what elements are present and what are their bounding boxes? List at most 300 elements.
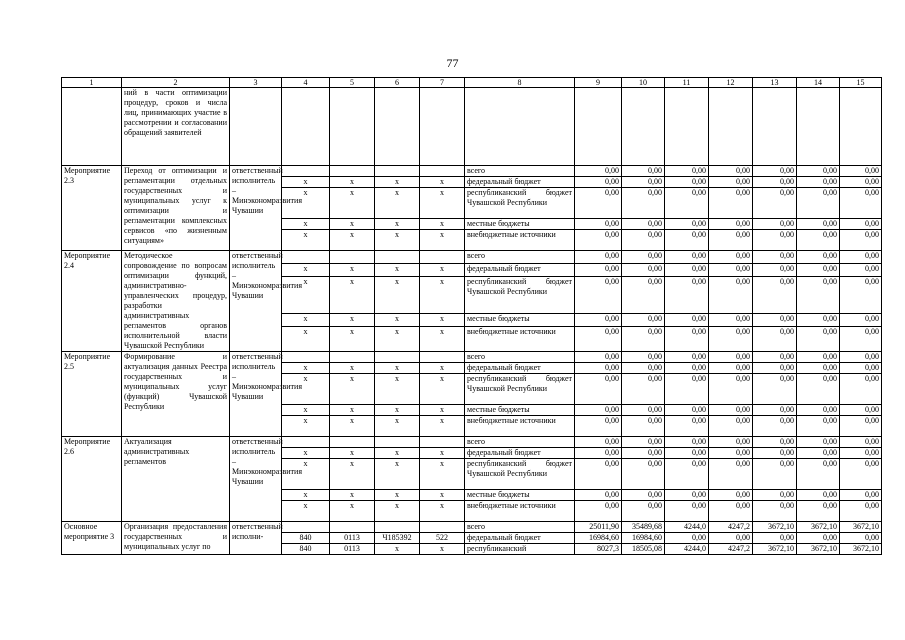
amount-cell: 0,00 bbox=[753, 501, 797, 522]
amount-cell: 0,00 bbox=[797, 251, 840, 264]
amount-cell: 0,00 bbox=[575, 501, 622, 522]
amount-cell: 0,00 bbox=[753, 166, 797, 177]
code-cell: x bbox=[375, 264, 420, 277]
column-header: 13 bbox=[753, 78, 797, 88]
code-cell: x bbox=[282, 327, 330, 352]
code-cell: 840 bbox=[282, 533, 330, 544]
code-cell: x bbox=[282, 363, 330, 374]
code-cell: x bbox=[375, 459, 420, 490]
code-cell: x bbox=[330, 264, 375, 277]
code-cell: x bbox=[420, 459, 465, 490]
code-cell bbox=[375, 437, 420, 448]
amount-cell: 0,00 bbox=[575, 448, 622, 459]
amount-cell: 0,00 bbox=[797, 405, 840, 416]
column-header: 14 bbox=[797, 78, 840, 88]
code-cell bbox=[420, 352, 465, 363]
table-row bbox=[62, 352, 882, 363]
amount-cell: 0,00 bbox=[665, 230, 709, 251]
amount-cell: 0,00 bbox=[840, 490, 882, 501]
amount-cell: 0,00 bbox=[709, 251, 753, 264]
continuation-row bbox=[62, 88, 882, 166]
amount-cell: 0,00 bbox=[797, 327, 840, 352]
amount-cell: 0,00 bbox=[622, 437, 665, 448]
table-cell bbox=[465, 88, 575, 166]
amount-cell: 0,00 bbox=[840, 188, 882, 219]
amount-cell: 0,00 bbox=[575, 219, 622, 230]
code-cell: x bbox=[282, 219, 330, 230]
responsible-executor: ответственный исполнитель – Минэкономразвития Чувашии bbox=[230, 437, 282, 522]
amount-cell: 0,00 bbox=[665, 264, 709, 277]
code-cell: x bbox=[330, 327, 375, 352]
amount-cell: 0,00 bbox=[797, 277, 840, 314]
amount-cell: 0,00 bbox=[709, 459, 753, 490]
amount-cell: 0,00 bbox=[575, 177, 622, 188]
code-cell bbox=[282, 352, 330, 363]
amount-cell: 0,00 bbox=[753, 459, 797, 490]
event-name: ний в части оптимизации процедур, сроков и числа лиц, принимающих участие в рассмотрении и согласовании обращений заявителей bbox=[122, 88, 230, 166]
code-cell: x bbox=[330, 448, 375, 459]
amount-cell: 3672,10 bbox=[840, 544, 882, 555]
code-cell: x bbox=[420, 313, 465, 326]
event-code: Основное мероприятие 3 bbox=[62, 522, 122, 555]
table-cell bbox=[709, 88, 753, 166]
amount-cell: 0,00 bbox=[575, 251, 622, 264]
funding-source: внебюджетные источники bbox=[465, 327, 575, 352]
amount-cell: 0,00 bbox=[840, 363, 882, 374]
event-code: Мероприятие 2.4 bbox=[62, 251, 122, 352]
amount-cell: 0,00 bbox=[797, 363, 840, 374]
funding-source: республиканский бюджет Чувашской Республики bbox=[465, 459, 575, 490]
column-header: 7 bbox=[420, 78, 465, 88]
code-cell: x bbox=[330, 416, 375, 437]
amount-cell: 0,00 bbox=[797, 437, 840, 448]
amount-cell: 0,00 bbox=[709, 230, 753, 251]
column-header: 6 bbox=[375, 78, 420, 88]
amount-cell: 0,00 bbox=[797, 188, 840, 219]
column-header: 10 bbox=[622, 78, 665, 88]
amount-cell: 0,00 bbox=[753, 219, 797, 230]
code-cell: x bbox=[420, 416, 465, 437]
amount-cell: 0,00 bbox=[840, 459, 882, 490]
code-cell bbox=[420, 522, 465, 533]
amount-cell: 0,00 bbox=[575, 363, 622, 374]
amount-cell: 0,00 bbox=[575, 459, 622, 490]
code-cell: x bbox=[420, 230, 465, 251]
amount-cell: 0,00 bbox=[753, 437, 797, 448]
code-cell bbox=[330, 352, 375, 363]
amount-cell: 3672,10 bbox=[840, 522, 882, 533]
table-row bbox=[62, 437, 882, 448]
code-cell bbox=[420, 166, 465, 177]
amount-cell: 3672,10 bbox=[797, 522, 840, 533]
amount-cell: 0,00 bbox=[797, 230, 840, 251]
code-cell: x bbox=[330, 405, 375, 416]
table-cell bbox=[575, 88, 622, 166]
amount-cell: 0,00 bbox=[840, 437, 882, 448]
amount-cell: 0,00 bbox=[840, 230, 882, 251]
amount-cell: 0,00 bbox=[709, 177, 753, 188]
code-cell: x bbox=[282, 448, 330, 459]
amount-cell: 0,00 bbox=[622, 166, 665, 177]
amount-cell: 0,00 bbox=[622, 490, 665, 501]
table-cell bbox=[230, 88, 282, 166]
code-cell: x bbox=[282, 277, 330, 314]
code-cell: x bbox=[375, 277, 420, 314]
amount-cell: 0,00 bbox=[797, 416, 840, 437]
amount-cell: 0,00 bbox=[709, 352, 753, 363]
table-cell bbox=[797, 88, 840, 166]
amount-cell: 0,00 bbox=[622, 177, 665, 188]
code-cell bbox=[330, 522, 375, 533]
amount-cell: 0,00 bbox=[622, 448, 665, 459]
column-header: 2 bbox=[122, 78, 230, 88]
amount-cell: 0,00 bbox=[753, 363, 797, 374]
funding-source: внебюджетные источники bbox=[465, 416, 575, 437]
amount-cell: 0,00 bbox=[840, 533, 882, 544]
amount-cell: 0,00 bbox=[797, 448, 840, 459]
event-code: Мероприятие 2.5 bbox=[62, 352, 122, 437]
code-cell: x bbox=[282, 490, 330, 501]
code-cell: Ч185392 bbox=[375, 533, 420, 544]
amount-cell: 0,00 bbox=[622, 501, 665, 522]
amount-cell: 0,00 bbox=[753, 251, 797, 264]
table-row bbox=[62, 166, 882, 177]
amount-cell: 0,00 bbox=[797, 533, 840, 544]
amount-cell: 0,00 bbox=[709, 327, 753, 352]
code-cell: x bbox=[282, 374, 330, 405]
amount-cell: 0,00 bbox=[797, 352, 840, 363]
amount-cell: 25011,90 bbox=[575, 522, 622, 533]
code-cell: x bbox=[420, 501, 465, 522]
funding-source: местные бюджеты bbox=[465, 219, 575, 230]
amount-cell: 0,00 bbox=[665, 448, 709, 459]
code-cell: x bbox=[375, 416, 420, 437]
amount-cell: 0,00 bbox=[753, 374, 797, 405]
funding-source: федеральный бюджет bbox=[465, 448, 575, 459]
table-cell bbox=[420, 88, 465, 166]
amount-cell: 0,00 bbox=[665, 177, 709, 188]
amount-cell: 0,00 bbox=[575, 313, 622, 326]
code-cell: x bbox=[375, 363, 420, 374]
table-cell bbox=[665, 88, 709, 166]
amount-cell: 0,00 bbox=[840, 327, 882, 352]
amount-cell: 0,00 bbox=[575, 230, 622, 251]
funding-source: внебюджетные источники bbox=[465, 230, 575, 251]
code-cell bbox=[330, 251, 375, 264]
code-cell: x bbox=[375, 405, 420, 416]
amount-cell: 0,00 bbox=[665, 459, 709, 490]
amount-cell: 0,00 bbox=[575, 264, 622, 277]
code-cell: 0113 bbox=[330, 544, 375, 555]
amount-cell: 0,00 bbox=[665, 363, 709, 374]
amount-cell: 0,00 bbox=[797, 374, 840, 405]
amount-cell: 0,00 bbox=[709, 188, 753, 219]
amount-cell: 4247,2 bbox=[709, 544, 753, 555]
amount-cell: 0,00 bbox=[575, 166, 622, 177]
funding-source: федеральный бюджет bbox=[465, 533, 575, 544]
code-cell: x bbox=[330, 374, 375, 405]
amount-cell: 0,00 bbox=[709, 374, 753, 405]
code-cell: x bbox=[282, 405, 330, 416]
column-header: 4 bbox=[282, 78, 330, 88]
code-cell: x bbox=[420, 327, 465, 352]
code-cell bbox=[420, 437, 465, 448]
amount-cell: 0,00 bbox=[797, 166, 840, 177]
funding-source: внебюджетные источники bbox=[465, 501, 575, 522]
funding-source: всего bbox=[465, 437, 575, 448]
funding-source: местные бюджеты bbox=[465, 490, 575, 501]
amount-cell: 0,00 bbox=[840, 501, 882, 522]
code-cell: x bbox=[420, 374, 465, 405]
code-cell: x bbox=[375, 313, 420, 326]
amount-cell: 0,00 bbox=[622, 459, 665, 490]
amount-cell: 0,00 bbox=[622, 405, 665, 416]
table-cell bbox=[840, 88, 882, 166]
code-cell: x bbox=[420, 363, 465, 374]
column-header: 12 bbox=[709, 78, 753, 88]
amount-cell: 0,00 bbox=[665, 327, 709, 352]
column-header: 5 bbox=[330, 78, 375, 88]
amount-cell: 0,00 bbox=[622, 219, 665, 230]
column-header: 8 bbox=[465, 78, 575, 88]
event-name: Методическое сопровождение по вопросам оптимизации функций, административно-управленческих процедур, разработки административных регламентов органов исполнительной власти Чувашской Республики bbox=[122, 251, 230, 352]
funding-source: всего bbox=[465, 522, 575, 533]
funding-source: республиканский бюджет Чувашской Республики bbox=[465, 277, 575, 314]
column-header: 3 bbox=[230, 78, 282, 88]
amount-cell: 0,00 bbox=[797, 313, 840, 326]
amount-cell: 0,00 bbox=[575, 490, 622, 501]
amount-cell: 0,00 bbox=[622, 363, 665, 374]
funding-source: местные бюджеты bbox=[465, 405, 575, 416]
amount-cell: 0,00 bbox=[709, 501, 753, 522]
code-cell: x bbox=[375, 219, 420, 230]
table-row bbox=[62, 522, 882, 533]
amount-cell: 0,00 bbox=[840, 277, 882, 314]
amount-cell: 0,00 bbox=[840, 416, 882, 437]
amount-cell: 0,00 bbox=[709, 219, 753, 230]
code-cell: x bbox=[282, 264, 330, 277]
amount-cell: 0,00 bbox=[665, 501, 709, 522]
amount-cell: 0,00 bbox=[709, 437, 753, 448]
amount-cell: 0,00 bbox=[753, 313, 797, 326]
funding-source: федеральный бюджет bbox=[465, 177, 575, 188]
code-cell bbox=[375, 251, 420, 264]
amount-cell: 0,00 bbox=[665, 374, 709, 405]
code-cell bbox=[282, 522, 330, 533]
amount-cell: 0,00 bbox=[622, 327, 665, 352]
code-cell: x bbox=[330, 490, 375, 501]
code-cell: x bbox=[420, 277, 465, 314]
code-cell: x bbox=[420, 177, 465, 188]
amount-cell: 0,00 bbox=[622, 251, 665, 264]
amount-cell: 0,00 bbox=[753, 277, 797, 314]
amount-cell: 0,00 bbox=[709, 448, 753, 459]
amount-cell: 0,00 bbox=[622, 264, 665, 277]
amount-cell: 0,00 bbox=[665, 405, 709, 416]
amount-cell: 0,00 bbox=[753, 416, 797, 437]
amount-cell: 0,00 bbox=[709, 363, 753, 374]
amount-cell: 0,00 bbox=[665, 437, 709, 448]
amount-cell: 16984,60 bbox=[622, 533, 665, 544]
amount-cell: 0,00 bbox=[840, 352, 882, 363]
code-cell: x bbox=[282, 501, 330, 522]
amount-cell: 0,00 bbox=[622, 188, 665, 219]
amount-cell: 0,00 bbox=[709, 405, 753, 416]
amount-cell: 3672,10 bbox=[753, 544, 797, 555]
amount-cell: 0,00 bbox=[840, 448, 882, 459]
code-cell: 840 bbox=[282, 544, 330, 555]
amount-cell: 0,00 bbox=[665, 188, 709, 219]
code-cell: x bbox=[330, 188, 375, 219]
amount-cell: 0,00 bbox=[840, 374, 882, 405]
amount-cell: 0,00 bbox=[797, 501, 840, 522]
amount-cell: 0,00 bbox=[797, 177, 840, 188]
amount-cell: 0,00 bbox=[665, 352, 709, 363]
funding-source: всего bbox=[465, 166, 575, 177]
code-cell: x bbox=[420, 490, 465, 501]
amount-cell: 16984,60 bbox=[575, 533, 622, 544]
amount-cell: 0,00 bbox=[622, 352, 665, 363]
amount-cell: 0,00 bbox=[575, 437, 622, 448]
funding-source: всего bbox=[465, 352, 575, 363]
code-cell: x bbox=[330, 277, 375, 314]
code-cell: x bbox=[375, 230, 420, 251]
amount-cell: 0,00 bbox=[622, 277, 665, 314]
code-cell: x bbox=[420, 448, 465, 459]
amount-cell: 0,00 bbox=[575, 188, 622, 219]
amount-cell: 0,00 bbox=[575, 405, 622, 416]
amount-cell: 0,00 bbox=[665, 219, 709, 230]
table-row bbox=[62, 251, 882, 264]
code-cell: x bbox=[420, 188, 465, 219]
amount-cell: 0,00 bbox=[840, 219, 882, 230]
amount-cell: 0,00 bbox=[797, 490, 840, 501]
code-cell: x bbox=[330, 230, 375, 251]
code-cell bbox=[282, 251, 330, 264]
amount-cell: 3672,10 bbox=[753, 522, 797, 533]
code-cell: x bbox=[375, 327, 420, 352]
event-name: Организация предоставления государственных и муниципальных услуг по bbox=[122, 522, 230, 555]
amount-cell: 0,00 bbox=[840, 313, 882, 326]
table-cell bbox=[375, 88, 420, 166]
amount-cell: 0,00 bbox=[665, 251, 709, 264]
amount-cell: 0,00 bbox=[840, 251, 882, 264]
table-cell bbox=[282, 88, 330, 166]
funding-source: республиканский bbox=[465, 544, 575, 555]
code-cell: x bbox=[282, 188, 330, 219]
code-cell: x bbox=[330, 177, 375, 188]
amount-cell: 0,00 bbox=[622, 313, 665, 326]
amount-cell: 0,00 bbox=[665, 277, 709, 314]
event-name: Актуализация административных регламентов bbox=[122, 437, 230, 522]
code-cell: x bbox=[282, 177, 330, 188]
amount-cell: 0,00 bbox=[665, 166, 709, 177]
code-cell bbox=[420, 251, 465, 264]
responsible-executor: ответственный исполнитель – Минэкономразвития Чувашии bbox=[230, 166, 282, 251]
code-cell: x bbox=[375, 374, 420, 405]
code-cell: x bbox=[330, 219, 375, 230]
amount-cell: 0,00 bbox=[622, 230, 665, 251]
responsible-executor: ответственный исполнитель – Минэкономразвития Чувашии bbox=[230, 352, 282, 437]
code-cell: 522 bbox=[420, 533, 465, 544]
table-cell bbox=[330, 88, 375, 166]
code-cell: x bbox=[330, 501, 375, 522]
code-cell bbox=[375, 522, 420, 533]
amount-cell: 0,00 bbox=[665, 313, 709, 326]
amount-cell: 0,00 bbox=[575, 277, 622, 314]
amount-cell: 0,00 bbox=[575, 416, 622, 437]
table-cell bbox=[753, 88, 797, 166]
amount-cell: 0,00 bbox=[753, 533, 797, 544]
amount-cell: 0,00 bbox=[665, 533, 709, 544]
amount-cell: 0,00 bbox=[709, 490, 753, 501]
amount-cell: 0,00 bbox=[709, 313, 753, 326]
amount-cell: 0,00 bbox=[797, 219, 840, 230]
amount-cell: 0,00 bbox=[575, 327, 622, 352]
code-cell: x bbox=[420, 219, 465, 230]
code-cell bbox=[282, 166, 330, 177]
amount-cell: 0,00 bbox=[575, 352, 622, 363]
responsible-executor: ответственный исполнитель – Минэкономразвития Чувашии bbox=[230, 251, 282, 352]
column-header: 15 bbox=[840, 78, 882, 88]
code-cell bbox=[375, 352, 420, 363]
amount-cell: 0,00 bbox=[840, 264, 882, 277]
amount-cell: 0,00 bbox=[753, 230, 797, 251]
code-cell: x bbox=[420, 405, 465, 416]
event-code: Мероприятие 2.3 bbox=[62, 166, 122, 251]
code-cell: x bbox=[375, 490, 420, 501]
code-cell: x bbox=[330, 363, 375, 374]
amount-cell: 35489,68 bbox=[622, 522, 665, 533]
amount-cell: 0,00 bbox=[840, 177, 882, 188]
amount-cell: 0,00 bbox=[665, 416, 709, 437]
amount-cell: 0,00 bbox=[622, 416, 665, 437]
code-cell: x bbox=[282, 416, 330, 437]
amount-cell: 0,00 bbox=[709, 166, 753, 177]
amount-cell: 0,00 bbox=[709, 277, 753, 314]
funding-source: местные бюджеты bbox=[465, 313, 575, 326]
code-cell: x bbox=[375, 188, 420, 219]
code-cell: 0113 bbox=[330, 533, 375, 544]
code-cell bbox=[330, 166, 375, 177]
table-cell bbox=[622, 88, 665, 166]
amount-cell: 0,00 bbox=[753, 405, 797, 416]
code-cell: x bbox=[282, 230, 330, 251]
header-row bbox=[62, 78, 882, 88]
event-name: Переход от оптимизации и регламентации отдельных государственных и муниципальных услуг к оптимизации и регламентации комплексных сервисов «по жизненным ситуациям» bbox=[122, 166, 230, 251]
amount-cell: 0,00 bbox=[753, 327, 797, 352]
amount-cell: 0,00 bbox=[753, 490, 797, 501]
amount-cell: 0,00 bbox=[840, 405, 882, 416]
amount-cell: 0,00 bbox=[622, 374, 665, 405]
code-cell: x bbox=[420, 264, 465, 277]
amount-cell: 4244,0 bbox=[665, 522, 709, 533]
amount-cell: 0,00 bbox=[840, 166, 882, 177]
amount-cell: 0,00 bbox=[797, 459, 840, 490]
amount-cell: 8027,3 bbox=[575, 544, 622, 555]
code-cell: x bbox=[282, 459, 330, 490]
amount-cell: 3672,10 bbox=[797, 544, 840, 555]
event-name: Формирование и актуализация данных Реестра государственных и муниципальных услуг (функций) Чувашской Республики bbox=[122, 352, 230, 437]
amount-cell: 0,00 bbox=[753, 188, 797, 219]
funding-source: всего bbox=[465, 251, 575, 264]
funding-source: республиканский бюджет Чувашской Республики bbox=[465, 374, 575, 405]
amount-cell: 0,00 bbox=[753, 352, 797, 363]
code-cell: x bbox=[375, 501, 420, 522]
amount-cell: 0,00 bbox=[709, 533, 753, 544]
amount-cell: 4244,0 bbox=[665, 544, 709, 555]
code-cell: x bbox=[420, 544, 465, 555]
